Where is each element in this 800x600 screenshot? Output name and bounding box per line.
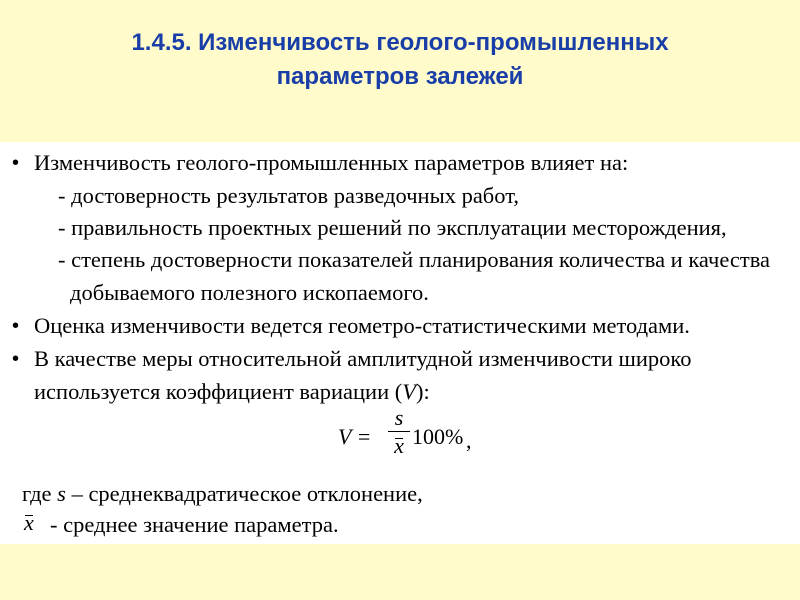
bullet-3-line-2-post: ):: [416, 379, 430, 404]
bullet-1-item-3-cont: добываемого полезного ископаемого.: [70, 280, 429, 305]
bullet-1-item-1: - достоверность результатов разведочных работ,: [58, 183, 519, 208]
legend-s-pre: где: [22, 481, 58, 506]
formula-denominator: x: [394, 433, 404, 458]
legend-x-desc: - среднее значение параметра.: [50, 512, 339, 537]
bullet-1-item-3: - степень достоверности показателей планирования количества и качества: [58, 247, 771, 272]
slide-title: [0, 26, 800, 94]
legend-s-desc: – среднеквадратическое отклонение,: [65, 481, 423, 506]
legend-s-symbol: s: [57, 481, 66, 506]
formula-lhs: V =: [338, 424, 372, 449]
bullet-2-text: Оценка изменчивости ведется геометро-статистическими методами.: [34, 313, 690, 338]
slide-title-line-1: 1.4.5. Изменчивость геолого-промышленных: [131, 29, 669, 56]
bullet-1-item-2: - правильность проектных решений по эксплуатации месторождения,: [58, 215, 727, 240]
bullet-1-lead: Изменчивость геолого-промышленных параметров влияет на:: [34, 150, 629, 175]
bullet-3-line-2-pre: используется коэффициент вариации (: [34, 379, 403, 404]
formula-fraction: [388, 406, 410, 459]
bullet-3-line-2: [34, 379, 430, 405]
fraction-bar: [388, 431, 410, 432]
variation-symbol: V: [402, 379, 416, 404]
legend-s: [22, 481, 423, 507]
formula-numerator: s: [394, 405, 404, 430]
formula-rhs: 100%: [412, 424, 464, 449]
formula-comma: ,: [466, 428, 472, 453]
bullet-marker-1: •: [12, 152, 20, 174]
bullet-3-line-1: В качестве меры относительной амплитудной изменчивости широко: [34, 346, 692, 371]
bullet-marker-3: •: [12, 348, 20, 370]
slide-title-line-2: параметров залежей: [276, 63, 524, 90]
bullet-marker-2: •: [12, 315, 20, 337]
legend-x-symbol: x: [24, 510, 34, 535]
